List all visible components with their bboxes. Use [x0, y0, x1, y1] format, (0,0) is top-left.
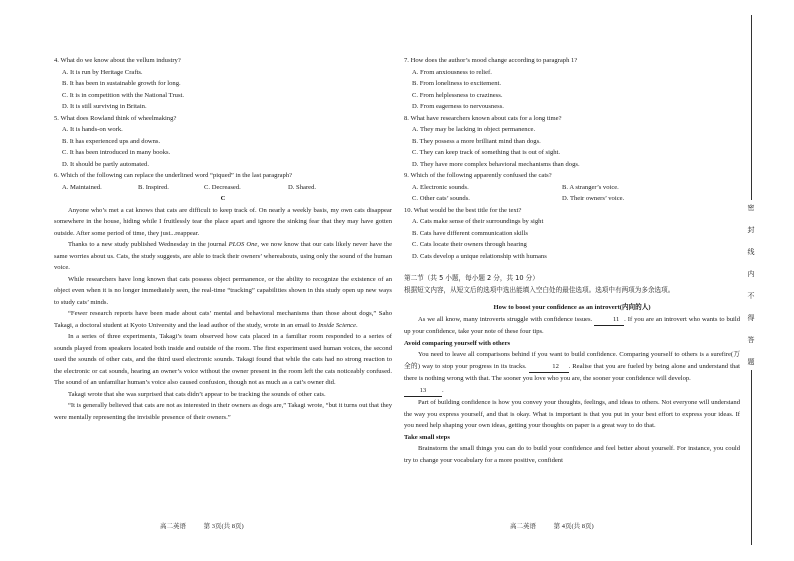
passage-paragraph: Takagi wrote that she was surprised that cats didn’t appear to be tracking the sounds of other cats. [68, 390, 326, 398]
option: D. It is still surviving in Britain. [62, 103, 147, 110]
option: B. It has experienced ups and downs. [62, 137, 161, 145]
option: B. A stranger’s voice. [562, 183, 619, 191]
binding-char: 答 [747, 336, 755, 344]
question-6: 6. Which of the following can replace the underlined word “piqued” in the last paragraph? [54, 172, 293, 179]
paragraph-text: As we all know, many introverts struggle with confidence issues. [418, 315, 593, 323]
option: A. Electronic sounds. [412, 183, 469, 191]
option: D. It should be partly automated. [62, 160, 149, 168]
binding-char: 线 [747, 248, 755, 256]
question-10: 10. What would be the best title for the text? [404, 206, 522, 214]
paragraph-text: . [355, 321, 358, 329]
blank-13: 13 [404, 385, 442, 398]
binding-char: 不 [747, 292, 755, 300]
passage-paragraph: “It is generally believed that cats are not as interested in their owners as dogs are,” Takagi wrote, “but it turns out that they were mentally representing the invisible presence of their owners.” [54, 402, 392, 421]
option: D. Shared. [288, 183, 317, 191]
option: C. It has been introduced in many books. [62, 149, 171, 156]
footer-subject: 高二英语 [510, 523, 536, 530]
passage-paragraph: Brainstorm the small things you can do to build your confidence and feel better about yourself. For instance, you could try to change your vocabulary for a more positive, confident [404, 445, 740, 464]
paragraph-text: “Fewer research reports have been made about cats’ mental and behavioral mechanisms than those about dogs,” Saho Takagi, a doctoral student at Kyoto University and the lead author of the study, wrote in an email to [54, 310, 392, 329]
paragraph-text: . [442, 386, 444, 394]
passage-paragraph: While researchers have long known that cats possess object permanence, or the ability to recognize the existence of an object even when it is no longer immediately seen, the real-time “tracking” capabilities shown in this study open up new ways to study cats’ minds. [54, 275, 392, 306]
paragraph-text: . Realise that you are fueled by being alone and understand that there is nothing wrong with that. The sooner you love who you are, the sooner your confidence will develop. [404, 362, 741, 382]
subheading: Take small steps [404, 433, 450, 441]
option: C. It is in competition with the National Trust. [62, 91, 184, 99]
question-9: 9. Which of the following apparently confused the cats? [404, 172, 552, 179]
option: C. Cats locate their owners through hearing [412, 241, 527, 248]
page-footer-right [510, 521, 610, 530]
binding-char: 得 [747, 314, 755, 322]
option: A. From anxiousness to relief. [412, 68, 492, 76]
option: D. Cats develop a unique relationship with humans [412, 252, 547, 260]
passage-paragraph [54, 308, 392, 331]
subheading: Avoid comparing yourself with others [404, 339, 511, 347]
footer-page-number: 第 4页(共 8页) [553, 523, 594, 530]
binding-notice [742, 200, 760, 370]
option: C. Decreased. [204, 183, 241, 191]
passage-paragraph: In a series of three experiments, Takagi’s team observed how cats placed in a familiar room responded to a series of sounds played from speakers located both inside and outside of the room. The first experiment used human voices, the second used the sounds of other cats, and the third used electronic sounds. Takagi found that while the cats had no strong reaction to the electronic or cat sounds, hearing an owner’s voice without the owner present in the room left the cats noticeably confused. The sound of an unfamiliar human’s voice also caused confusion, though not as much as a cat’s owner did. [54, 333, 392, 386]
passage-paragraph: Anyone who’s met a cat knows that cats are difficult to keep track of. On nearly a weekly basis, my own cats disappear somewhere in the house, hiding while I fruitlessly tear the place apart and ignore the sinking fear that they may have gotten outside. After some period of time, they just...reappear. [54, 206, 392, 237]
passage-paragraph: Part of building confidence is how you convey your thoughts, feelings, and ideas to others. Not everyone will understand the way you express yourself, and that is okay. What is important is that you put in your best effort to express your ideas. If you need help shaping your own ideas, getting your thoughts on paper is a great way to do that. [404, 399, 740, 429]
question-5: 5. What does Rowland think of wheelmaking? [54, 114, 177, 122]
option: A. Cats make sense of their surroundings by sight [412, 218, 544, 225]
option: B. From loneliness to excitement. [412, 80, 502, 87]
binding-char: 封 [747, 226, 755, 234]
source-name: Inside Science [318, 321, 356, 329]
option: D. From eagerness to nervousness. [412, 103, 504, 110]
option: B. It has been in sustainable growth for long. [62, 80, 181, 87]
section-2-header: 第二节（共 5 小题，每小题 2 分，共 10 分） [404, 274, 539, 282]
passage-title: How to boost your confidence as an introvert(内向的人) [493, 304, 651, 311]
passage-paragraph [404, 314, 740, 338]
option: C. They can keep track of something that is out of sight. [412, 149, 561, 156]
blank-11: 11 [594, 314, 624, 327]
option: B. They possess a more brilliant mind than dogs. [412, 137, 541, 145]
option: B. Cats have different communication skills [412, 229, 528, 237]
binding-char: 内 [747, 270, 755, 278]
option: D. Their owners’ voice. [562, 195, 625, 202]
paragraph-text: , we now know that our cats likely never have the same worries about us. Cats, the study suggests, are able to track their owners’ whereabouts, using only the sound of the human voice. [54, 241, 392, 271]
blank-12: 12 [529, 361, 569, 374]
left-column [54, 55, 392, 423]
page-footer-left [160, 521, 260, 530]
right-column [404, 55, 740, 466]
paragraph-text: Thanks to a new study published Wednesday in the journal [68, 241, 229, 248]
footer-subject: 高二英语 [160, 523, 186, 530]
option: B. Inspired. [138, 183, 169, 191]
paragraph-text: You need to leave all comparisons behind if you want to build confidence. Comparing yourself to others is a surefire(万全的) way to stop your progress in its tracks. [404, 351, 740, 370]
option: A. It is hands-on work. [62, 126, 123, 133]
section-label: C [220, 195, 226, 202]
passage-paragraph [404, 349, 740, 385]
paragraph-text: . If you are an introvert who wants to build up your confidence, take your note of these four tips. [404, 315, 740, 335]
option: C. From helplessness to craziness. [412, 91, 503, 99]
option: C. Other cats’ sounds. [412, 195, 470, 202]
binding-char: 题 [747, 358, 755, 366]
option: D. They have more complex behavioral mechanisms than dogs. [412, 160, 580, 168]
option: A. Maintained. [62, 183, 102, 191]
question-4: 4. What do we know about the vellum industry? [54, 57, 181, 64]
question-9-options [412, 182, 740, 205]
option: A. They may be lacking in object permanence. [412, 126, 536, 133]
option: A. It is run by Heritage Crafts. [62, 68, 143, 76]
question-6-options [62, 182, 392, 194]
footer-page-number: 第 3页(共 8页) [203, 523, 244, 530]
passage-paragraph [54, 239, 392, 274]
passage-paragraph [404, 385, 740, 398]
section-2-instructions: 根据短文内容，从短文后的选项中选出能填入空白处的最佳选项。选项中有两项为多余选项。 [404, 285, 675, 294]
question-8: 8. What have researchers known about cats for a long time? [404, 114, 562, 122]
journal-name: PLOS One [228, 241, 258, 248]
question-7: 7. How does the author’s mood change according to paragraph 1? [404, 57, 578, 64]
binding-char: 密 [747, 204, 755, 212]
